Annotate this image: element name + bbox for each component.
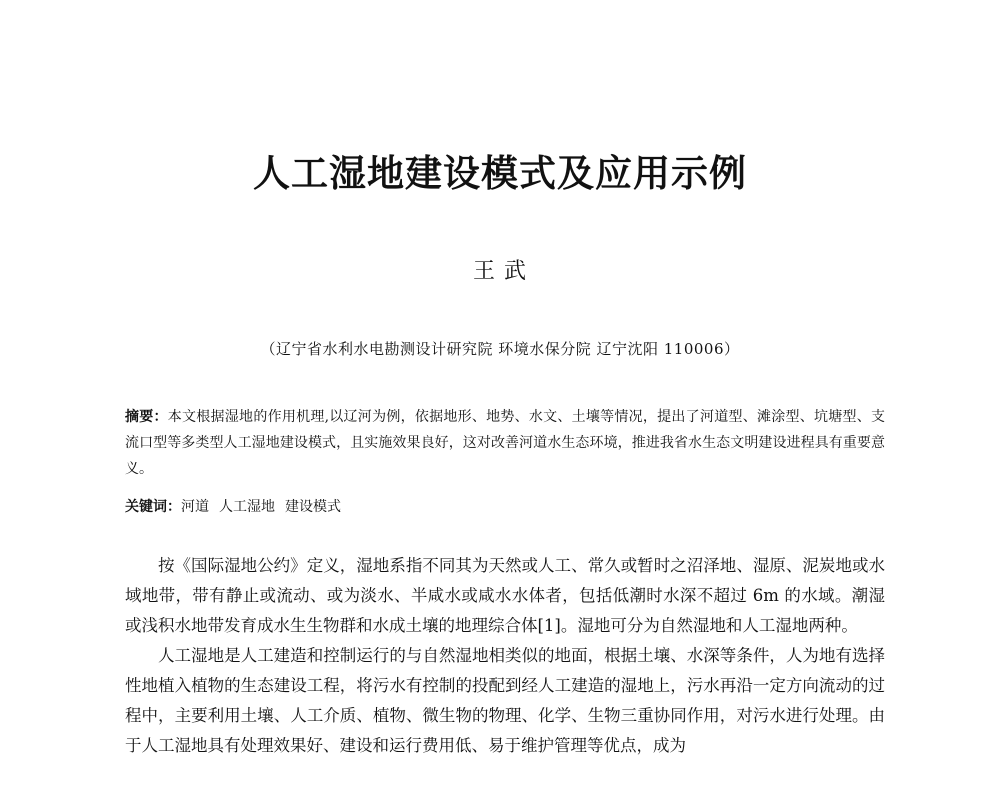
keywords <box>125 494 885 520</box>
abstract <box>125 404 885 482</box>
body-paragraph: 人工湿地是人工建造和控制运行的与自然湿地相类似的地面，根据土壤、水深等条件，人为地有选择性地植入植物的生态建设工程，将污水有控制的投配到经人工建造的湿地上，污水再沿一定方向流动的过程中，主要利用土壤、人工介质、植物、微生物的物理、化学、生物三重协同作用，对污水进行处理。由于人工湿地具有处理效果好、建设和运行费用低、易于维护管理等优点，成为 <box>125 646 885 755</box>
keyword-item: 建设模式 <box>285 499 341 515</box>
keyword-item: 人工湿地 <box>219 499 275 515</box>
abstract-text: 本文根据湿地的作用机理,以辽河为例，依据地形、地势、水文、土壤等情况，提出了河道型、滩涂型、坑塘型、支流口型等多类型人工湿地建设模式，且实施效果良好，这对改善河道水生态环境，推进我省水生态文明建设进程具有重要意义。 <box>125 409 886 477</box>
body-paragraph: 按《国际湿地公约》定义，湿地系指不同其为天然或人工、常久或暂时之沼泽地、湿原、泥炭地或水域地带，带有静止或流动、或为淡水、半咸水或咸水水体者，包括低潮时水深不超过 6m 的水域。潮湿或浅积水地带发育成水生生物群和水成土壤的地理综合体[1]。湿地可分为自然湿地和人工湿地两种。 <box>125 556 885 635</box>
keywords-label: 关键词： <box>125 499 181 515</box>
author-affiliation: （辽宁省水利水电勘测设计研究院 环境水保分院 辽宁沈阳 110006） <box>260 340 740 358</box>
keyword-item: 河道 <box>181 499 209 515</box>
author-name: 王 武 <box>473 259 527 284</box>
abstract-label: 摘要： <box>125 409 168 425</box>
body-text <box>125 551 885 761</box>
paper-title: 人工湿地建设模式及应用示例 <box>253 152 747 195</box>
